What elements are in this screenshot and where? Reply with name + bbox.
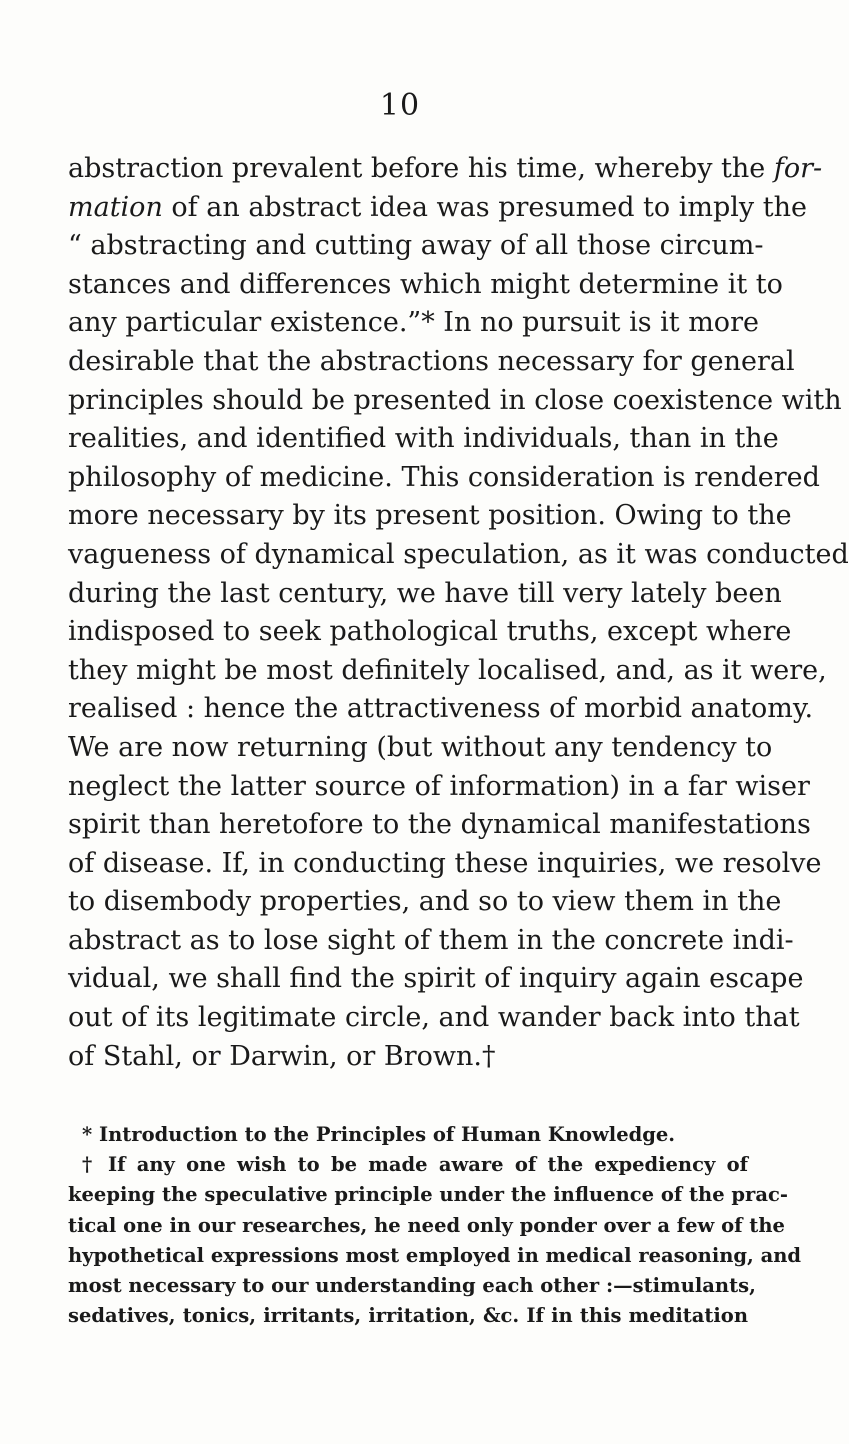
body-line-4: stances and differences which might determine it to xyxy=(68,268,783,300)
body-line-21: abstract as to lose sight of them in the concrete indi- xyxy=(68,924,794,956)
footnote-dagger-line-6: sedatives, tonics, irritants, irritation, &c. If in this meditation xyxy=(68,1304,748,1328)
footnote-dagger-line-4: hypothetical expressions most employed in medical reasoning, and xyxy=(68,1243,802,1267)
footnote-dagger-line-2: keeping the speculative principle under the influence of the prac- xyxy=(68,1183,788,1207)
body-line-9: philosophy of medicine. This consideration is rendered xyxy=(68,461,820,493)
body-line-10: more necessary by its present position. Owing to the xyxy=(68,500,792,532)
footnote-dagger-line-1: † If any one wish to be made aware of the expediency of xyxy=(82,1153,748,1177)
body-line-15: realised : hence the attractiveness of morbid anatomy. xyxy=(68,693,814,725)
body-line-2: mation of an abstract idea was presumed to imply the xyxy=(68,191,807,223)
body-line-1: abstraction prevalent before his time, whereby the for- xyxy=(68,153,823,184)
body-line-19: of disease. If, in conducting these inquiries, we resolve xyxy=(68,847,822,879)
body-line-13: indisposed to seek pathological truths, except where xyxy=(68,616,792,648)
body-line-23: out of its legitimate circle, and wander back into that xyxy=(68,1002,800,1034)
body-line-17: neglect the latter source of information) in a far wiser xyxy=(68,770,810,802)
body-line-18: spirit than heretofore to the dynamical manifestations xyxy=(68,809,811,841)
footnote-dagger-line-3: tical one in our researches, he need only ponder over a few of the xyxy=(68,1213,785,1237)
body-line-8: realities, and identified with individuals, than in the xyxy=(68,423,779,455)
body-line-24: of Stahl, or Darwin, or Brown.† xyxy=(68,1040,496,1072)
body-line-14: they might be most definitely localised, and, as it were, xyxy=(68,654,827,686)
page-number: 10 xyxy=(379,88,421,123)
body-line-11: vagueness of dynamical speculation, as it was conducted xyxy=(68,538,849,570)
footnote-dagger-line-5: most necessary to our understanding each other :—stimulants, xyxy=(68,1273,756,1297)
footnote-star: * Introduction to the Principles of Human Knowledge. xyxy=(82,1123,676,1146)
body-line-6: desirable that the abstractions necessary for general xyxy=(68,345,795,377)
body-line-22: vidual, we shall find the spirit of inquiry again escape xyxy=(68,963,804,995)
body-text xyxy=(68,150,849,1076)
body-line-5: any particular existence.”* In no pursuit is it more xyxy=(68,307,759,339)
body-line-16: We are now returning (but without any tendency to xyxy=(68,731,773,763)
body-line-20: to disembody properties, and so to view them in the xyxy=(68,886,782,918)
body-line-7: principles should be presented in close coexistence with xyxy=(68,384,842,416)
body-line-3: “ abstracting and cutting away of all those circum- xyxy=(68,230,764,262)
footnotes xyxy=(68,1120,802,1331)
body-line-12: during the last century, we have till very lately been xyxy=(68,577,782,609)
